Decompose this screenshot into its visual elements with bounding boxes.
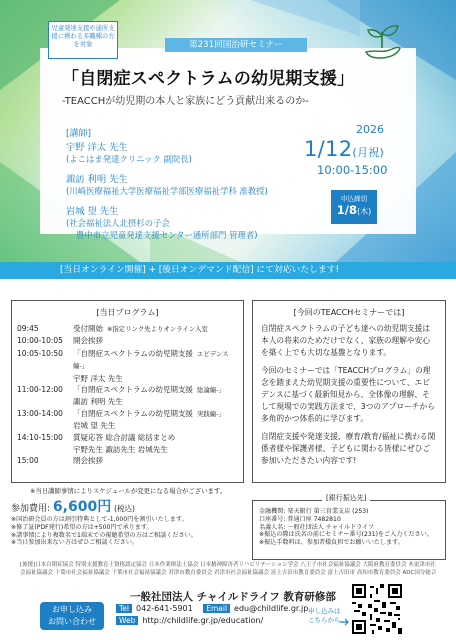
- contact-row: [116, 616, 263, 625]
- sponsors-text: [後援]日本自閉症協会 特別支援教育士資格認定協会 日本作業療法士協会 日本精神障害者リハビリテーション学会 八王子市社会福祉協議会 大阪府教育委員会 木更津市社会福祉協議会 千葉市社会福祉協議会 千葉市社会福祉協議会 君津市教育委員会 君津市社会福祉協議会 富士吉田市教育委員会 富士吉田市 高知市教育委員会 ADC国分総合: [20, 562, 437, 576]
- about-paragraph: 自閉症支援や発達支援、療育/教育/福祉に携わる関係者様や保護者様、子どもに関わる皆様にぜひご参加いただきたい内容です!: [261, 432, 436, 465]
- program-note: 総論編-」: [196, 386, 225, 395]
- program-row: [17, 323, 238, 335]
- plant-hand-icon: [360, 22, 404, 62]
- program-time: 11:00-12:00: [17, 385, 63, 395]
- program-heading: [当日プログラム]: [96, 308, 159, 317]
- lecturer-heading: [講師]: [66, 129, 92, 139]
- email-link[interactable]: edu@childlife.gr.jp: [234, 604, 309, 613]
- tel-tag: Tel: [116, 604, 132, 613]
- program-time: 10:00-10:05: [17, 336, 63, 346]
- about-paragraph: 自閉症スペクトラムの子ども達への幼児期支援は本人の将来のためだけでなく、家族の理解や安心を築く上でも大切な基盤となります。: [261, 324, 431, 357]
- fee-note: ※修了証(PDF発行)希望の方は+500円で承ります。: [11, 523, 153, 531]
- fee-label: 参加費用:: [11, 504, 51, 514]
- bank-box: [252, 500, 446, 560]
- program-box: [11, 300, 244, 483]
- program-time: 15:00: [17, 456, 39, 466]
- fee-note: ※当日参加出来ない方はぜひご相談ください。: [11, 539, 138, 547]
- lecturer-name: 宇野 洋太 先生: [66, 142, 128, 153]
- about-box: [252, 300, 446, 483]
- page-subtitle: -TEACCHが幼児期の本人と家族にどう貢献出来るのか-: [62, 96, 309, 107]
- fee-row: [11, 496, 244, 516]
- web-tag: Web: [116, 616, 138, 625]
- program-title: 「自閉症スペクトラムの幼児期支援 エビデンス編-」: [73, 348, 229, 371]
- program-note: 実践編-」: [196, 409, 225, 418]
- about-heading: [今回のTEACCHセミナーでは]: [293, 308, 405, 317]
- bank-line: ※振込の際は氏名の前にセミナー番号(231)をご入力ください。: [259, 531, 433, 539]
- bank-heading: [銀行振込先]: [322, 493, 370, 503]
- arrow-right-icon: [340, 618, 350, 626]
- event-date: [304, 137, 384, 161]
- program-title: 開会挨拶: [73, 336, 103, 346]
- program-note: ※指定リンク先よりオンライン入室: [107, 325, 208, 333]
- program-speaker: 岩城 望 先生: [73, 421, 116, 431]
- event-time: 10:00-15:00: [317, 163, 388, 177]
- lecturer-name: 岩城 望 先生: [66, 206, 119, 217]
- bank-line: 名義人名: 一般社団法人 チャイルドライフ: [259, 523, 375, 531]
- lecturer-affiliation: (川崎医療福祉大学医療福祉学部医療福祉学科 准教授): [66, 186, 268, 196]
- seminar-number-tag: 第231回国治研セミナー: [165, 38, 307, 52]
- event-weekday: (月祝): [352, 146, 385, 159]
- program-title: 「自閉症スペクトラムの幼児期支援 実践編-」: [73, 408, 225, 418]
- lecturer-affiliation: (よこはま発達クリニック 副院長): [66, 154, 192, 164]
- deco-shape: [250, 0, 360, 36]
- lecturer-affiliation: (社会福祉法人北摂杉の子会: [66, 218, 170, 228]
- qr-code-icon[interactable]: [352, 584, 402, 634]
- delivery-banner: [当日オンライン開催] + [後日オンデマンド配信] にて対応いたします!: [0, 262, 456, 279]
- contact-label: お申し込み お問い合わせ: [40, 602, 104, 630]
- program-row: [17, 335, 238, 347]
- lecturer-name: 諏訪 利明 先生: [66, 174, 128, 185]
- program-time: 10:05-10:50: [17, 348, 63, 358]
- lecturer-item: [66, 203, 257, 241]
- program-title: 閉会挨拶: [73, 456, 103, 466]
- fee-tax: (税込): [114, 504, 135, 513]
- program-row: [17, 455, 238, 467]
- page-title: 「自閉症スペクトラムの幼児期支援」: [62, 69, 355, 89]
- phone-number[interactable]: 042-641-5901: [136, 604, 193, 613]
- program-time: 13:00-14:00: [17, 408, 63, 418]
- program-row: [17, 432, 238, 444]
- deadline-date: 1/8(木): [336, 203, 372, 217]
- fee-amount: 6,600円: [52, 499, 112, 515]
- event-date-value: 1/12: [304, 137, 353, 161]
- program-time: 09:45: [17, 324, 39, 333]
- program-row: [17, 384, 238, 396]
- lecturer-item: [66, 139, 192, 165]
- web-link[interactable]: http://childlife.gr.jp/education/: [142, 616, 264, 625]
- program-speaker: 宇野先生 諏訪先生 岩城先生: [73, 445, 168, 455]
- program-speaker: 宇野 洋太 先生: [73, 373, 123, 383]
- fee-note: ※諸事情により複数名で1端末での視聴希望の方はご相談ください。: [11, 531, 197, 539]
- program-row: [17, 348, 238, 373]
- about-paragraph: 今回のセミナーでは「TEACCHプログラム」の理念を踏まえた幼児期支援の重要性について、エビデンスに基づく最新知見から、全体像の理解、そして現場での実践方法まで、3つのアプローチから多角的かつ体系的に学びます。: [261, 366, 435, 423]
- qr-label: 申し込みは こちらから: [308, 607, 341, 624]
- bank-line: ※振込手数料は、参加者様負担でお願いいたします。: [259, 539, 404, 547]
- program-note: エビデンス編-」: [73, 349, 229, 371]
- program-time: 14:10-15:00: [17, 432, 63, 442]
- program-title: 「自閉症スペクトラムの幼児期支援 総論編-」: [73, 385, 225, 395]
- target-audience-note: 児童発達支援や通所支援に携わる多職種の方を対象: [48, 21, 118, 59]
- email-tag: Email: [203, 604, 230, 613]
- event-year: 2026: [356, 123, 384, 136]
- program-title: 質疑応答 総合討議 総括まとめ: [73, 432, 176, 442]
- bank-line: 金融機関: 楽天銀行 第三営業支店 (253): [259, 508, 369, 515]
- program-row: [17, 408, 238, 420]
- fee-note: ※国治研会員の方は割引特典として-1,000円を割引いたします。: [11, 516, 188, 523]
- lecturer-item: [66, 171, 268, 197]
- deadline-label: 申込締切: [340, 195, 368, 203]
- organizer-name: 一般社団法人 チャイルドライフ 教育研修部: [130, 591, 336, 603]
- deadline-badge: [331, 190, 377, 224]
- program-title: 受付開始 ※指定リンク先よりオンライン入室: [73, 324, 208, 333]
- lecturer-affiliation-line2: 豊中市立児童発達支援センター通所部門 管理者): [76, 230, 258, 240]
- program-list: [17, 323, 238, 468]
- contact-row: [116, 604, 308, 613]
- bank-line: 口座番号: 普通口座 7482810: [259, 515, 341, 523]
- program-speaker: 諏訪 利明 先生: [73, 397, 123, 407]
- fee-box: [11, 496, 244, 552]
- program-footnote: ※当日講師事情によりスケジュールが変更になる場合がございます。: [30, 487, 227, 495]
